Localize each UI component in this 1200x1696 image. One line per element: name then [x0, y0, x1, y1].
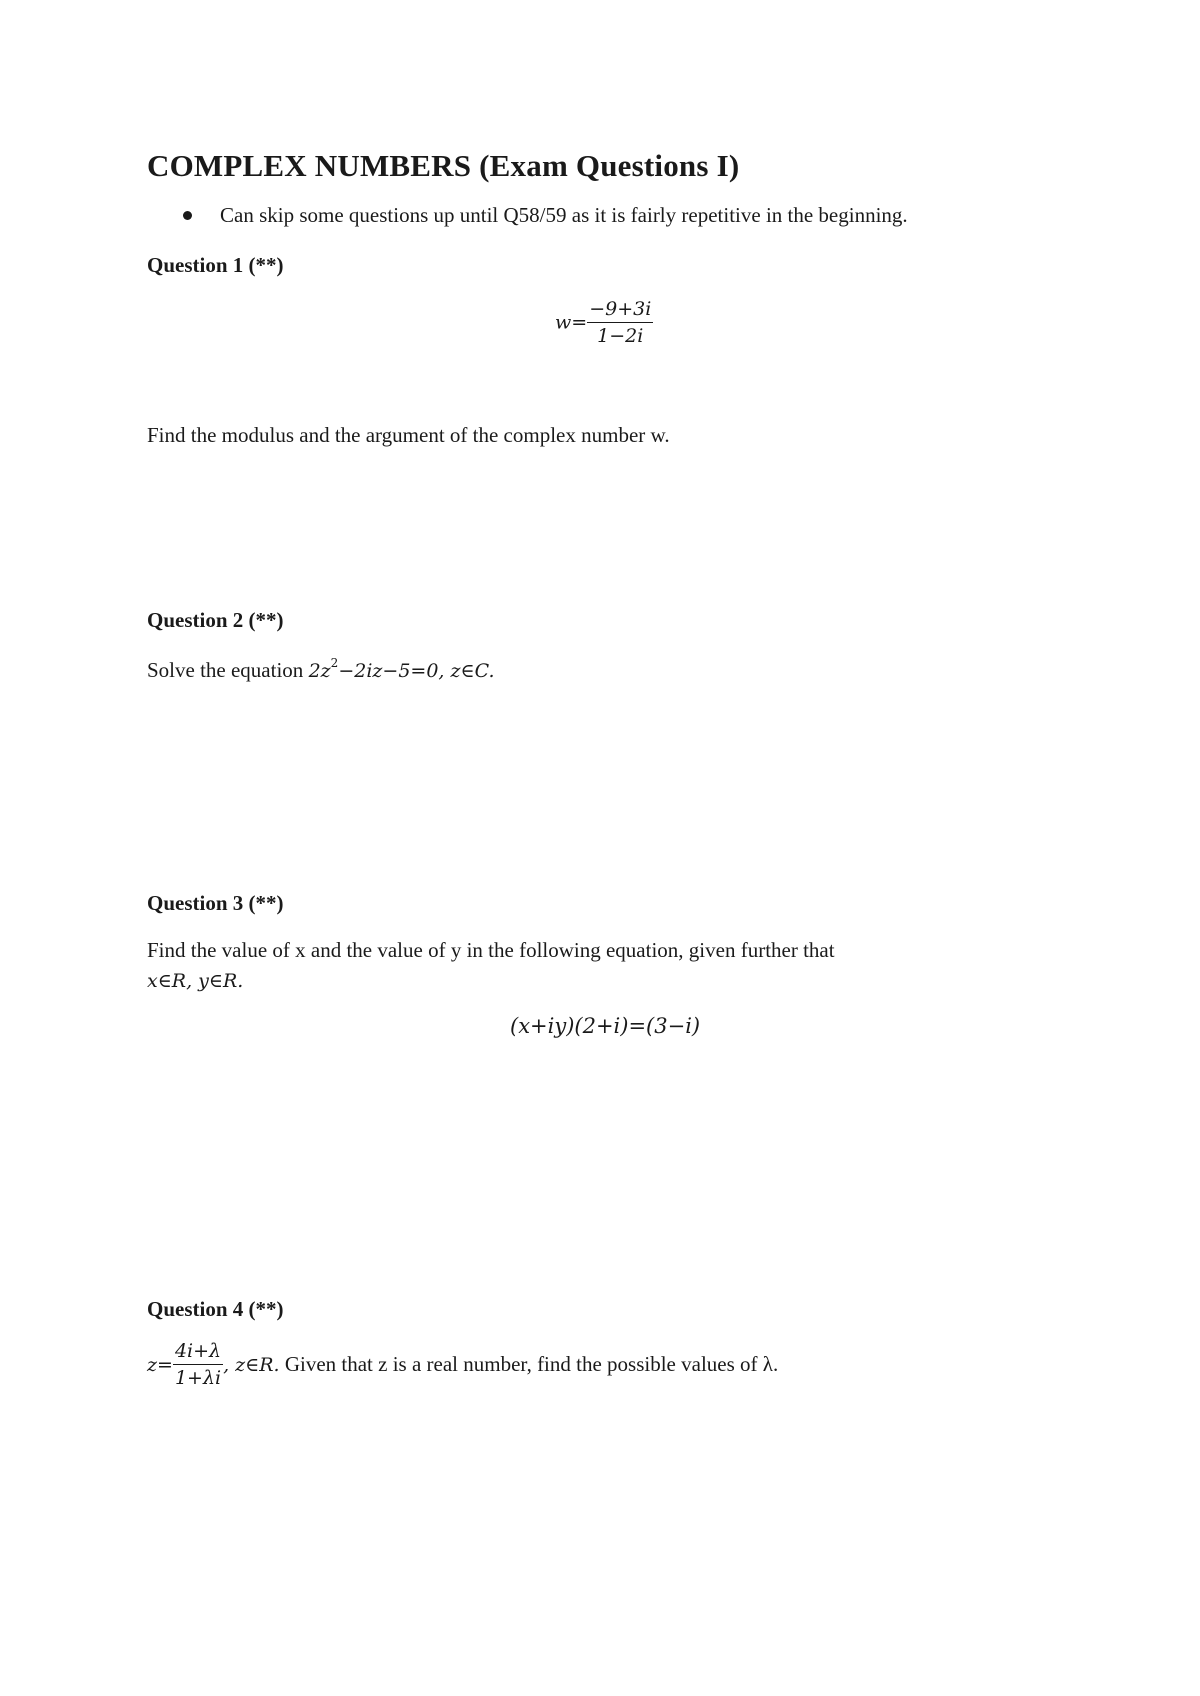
q4-numerator: 4i+λ: [173, 1340, 223, 1365]
question-4-heading: Question 4 (**): [147, 1297, 284, 1321]
q1-numerator: −9+3i: [587, 298, 653, 323]
question-3-condition: x∈R, y∈R.: [147, 970, 244, 992]
q2-exponent: 2: [330, 656, 339, 670]
question-2-line: [147, 656, 494, 683]
question-1-heading: Question 1 (**): [147, 253, 284, 277]
question-4-line: [147, 1340, 778, 1389]
question-1-text: Find the modulus and the argument of the complex number w.: [147, 423, 670, 447]
bullet-icon: [183, 211, 192, 220]
question-2-heading: Question 2 (**): [147, 608, 284, 632]
q4-lhs: z=: [147, 1353, 173, 1376]
page-title: COMPLEX NUMBERS (Exam Questions I): [147, 148, 740, 183]
question-2-text: Solve the equation: [147, 658, 304, 682]
q4-condition: , z∈R.: [223, 1353, 280, 1376]
q4-fraction: [173, 1340, 223, 1389]
q2-eq-part-b: −2iz−5=0, z∈C.: [338, 660, 495, 682]
question-1-equation: [555, 298, 653, 347]
question-3-equation: (x+iy)(2+i)=(3−i): [510, 1014, 701, 1038]
note-text: Can skip some questions up until Q58/59 as it is fairly repetitive in the beginning.: [220, 203, 908, 227]
question-2-equation: [308, 656, 495, 682]
question-3-heading: Question 3 (**): [147, 891, 284, 915]
q4-denominator: 1+λi: [174, 1367, 222, 1389]
q1-denominator: 1−2i: [597, 325, 644, 347]
question-3-text: Find the value of x and the value of y in the following equation, given further that: [147, 938, 835, 962]
question-4-text: Given that z is a real number, find the possible values of λ.: [284, 1352, 779, 1377]
q1-lhs: w=: [555, 311, 588, 334]
q2-eq-part-a: 2z: [308, 660, 331, 682]
q1-fraction: [587, 298, 653, 347]
